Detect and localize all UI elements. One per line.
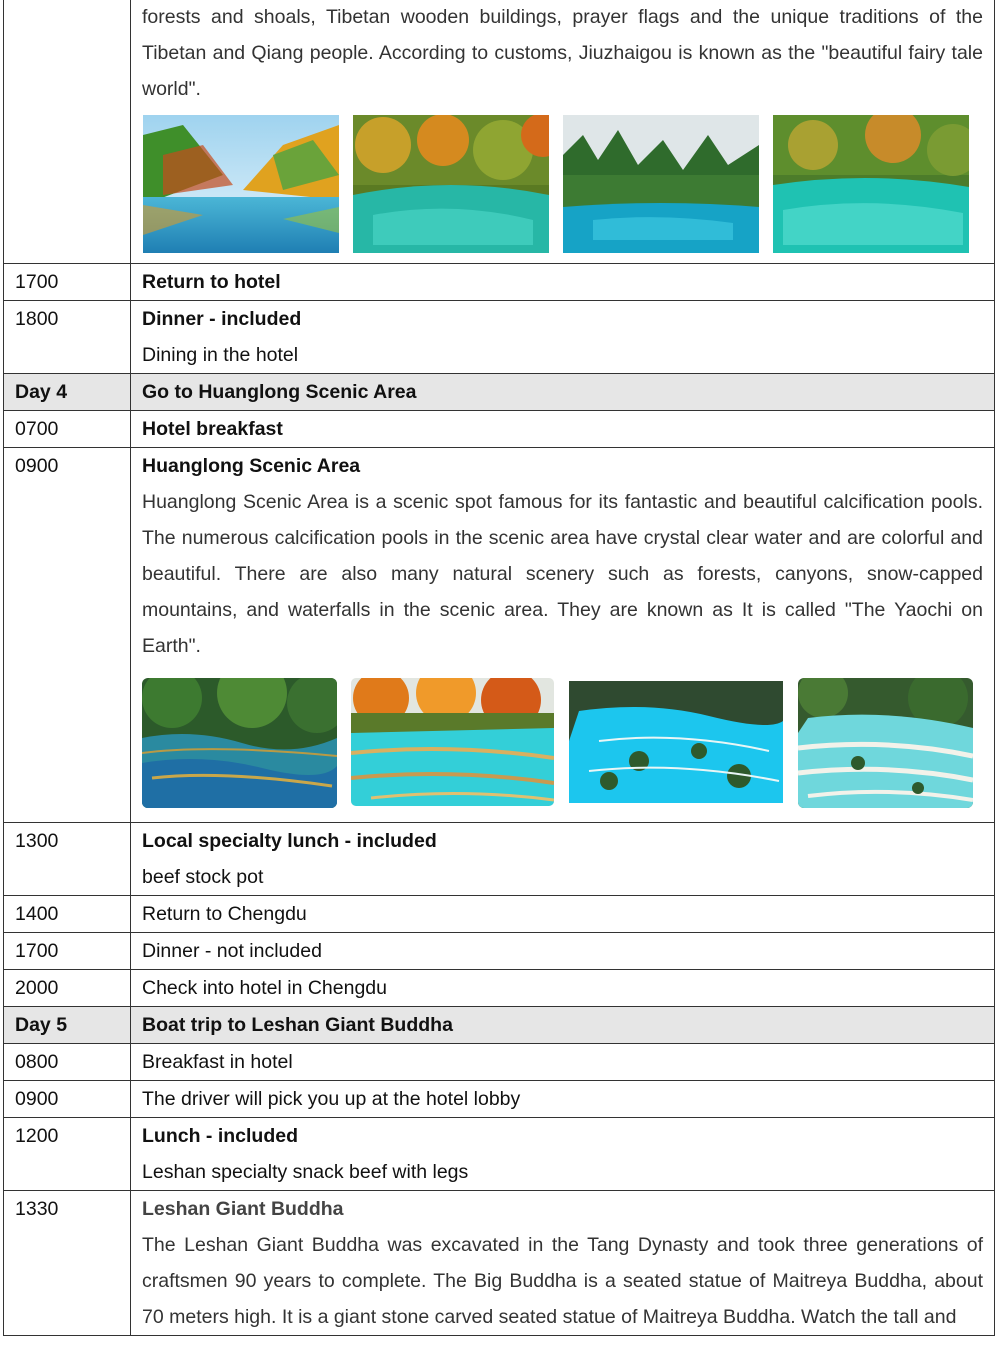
activity-description: The Leshan Giant Buddha was excavated in the Tang Dynasty and took three generations of craftsmen 90 years to complete. The Big Buddha is a seated statue of Maitreya Buddha, about 70 meters high. It is a giant stone carved seated statue of Maitreya Buddha. Watch the tall and [142,1234,983,1328]
time-cell: 1800 [4,301,131,374]
time-cell: 2000 [4,970,131,1007]
time-cell: 1700 [4,264,131,301]
time-cell: 0900 [4,1081,131,1118]
jiuzhaigou-valley-lake-photo [143,115,339,253]
activity-description: Huanglong Scenic Area is a scenic spot famous for its fantastic and beautiful calcification pools. The numerous calcification pools in the scenic area have crystal clear water and are colorful and beautiful. There are also many natural scenery such as forests, canyons, snow-capped mountains, and waterfalls in the scenic area. They are known as It is called "The Yaochi on Earth". [142,491,983,657]
itinerary-table [3,0,995,1336]
activity-title: Dinner - included [142,308,302,330]
activity-title: Lunch - included [142,1125,298,1147]
day-header-row [4,374,995,411]
table-row [4,823,995,896]
huanglong-terraces-forest-photo [142,678,337,808]
time-cell: 1330 [4,1191,131,1336]
table-row [4,264,995,301]
day-title: Boat trip to Leshan Giant Buddha [131,1007,995,1044]
time-cell: 0700 [4,411,131,448]
table-row [4,448,995,823]
activity-description: beef stock pot [142,866,264,888]
activity-cell [131,933,995,970]
table-row [4,896,995,933]
jiuzhaigou-photo-strip [142,107,983,263]
time-cell: 1200 [4,1118,131,1191]
activity-title: Hotel breakfast [142,418,283,440]
activity-cell [131,1081,995,1118]
table-row [4,301,995,374]
huanglong-photo-strip [142,664,983,822]
time-cell: 0800 [4,1044,131,1081]
activity-title: Return to Chengdu [142,903,307,925]
activity-title: Dinner - not included [142,940,322,962]
activity-cell [131,0,995,264]
table-row [4,1191,995,1336]
table-row [4,0,995,264]
table-row [4,933,995,970]
activity-description: Dining in the hotel [142,344,299,366]
time-cell: 1300 [4,823,131,896]
activity-cell [131,896,995,933]
activity-title: Local specialty lunch - included [142,830,437,852]
activity-title: Huanglong Scenic Area [142,455,361,477]
table-row [4,970,995,1007]
day-label: Day 5 [4,1007,131,1044]
day-title: Go to Huanglong Scenic Area [131,374,995,411]
time-cell: 1700 [4,933,131,970]
huanglong-terraced-pools-photo [798,678,973,808]
table-row [4,411,995,448]
jiuzhaigou-misty-forest-lake-photo [563,115,759,253]
activity-title: Return to hotel [142,271,281,293]
time-cell: 1400 [4,896,131,933]
activity-description: Leshan specialty snack beef with legs [142,1161,469,1183]
jiuzhaigou-turquoise-lake-photo [773,115,969,253]
activity-cell [131,823,995,896]
activity-title: The driver will pick you up at the hotel lobby [142,1088,521,1110]
activity-cell [131,301,995,374]
activity-cell [131,970,995,1007]
activity-cell [131,1044,995,1081]
table-row [4,1081,995,1118]
activity-cell [131,1191,995,1336]
time-cell: 0900 [4,448,131,823]
huanglong-aerial-pools-photo [569,681,783,803]
day-label: Day 4 [4,374,131,411]
day-header-row [4,1007,995,1044]
activity-cell [131,264,995,301]
activity-title: Check into hotel in Chengdu [142,977,387,999]
table-row [4,1044,995,1081]
activity-title: Breakfast in hotel [142,1051,293,1073]
activity-cell [131,448,995,823]
activity-description: forests and shoals, Tibetan wooden buildings, prayer flags and the unique traditions of the Tibetan and Qiang people. According to customs, Jiuzhaigou is known as the "beautiful fairy tale world". [142,6,983,100]
jiuzhaigou-five-flower-lake-photo [353,115,549,253]
table-row [4,1118,995,1191]
activity-cell [131,1118,995,1191]
activity-cell [131,411,995,448]
huanglong-autumn-pools-photo [351,678,554,806]
time-cell [4,0,131,264]
activity-title: Leshan Giant Buddha [142,1198,344,1220]
